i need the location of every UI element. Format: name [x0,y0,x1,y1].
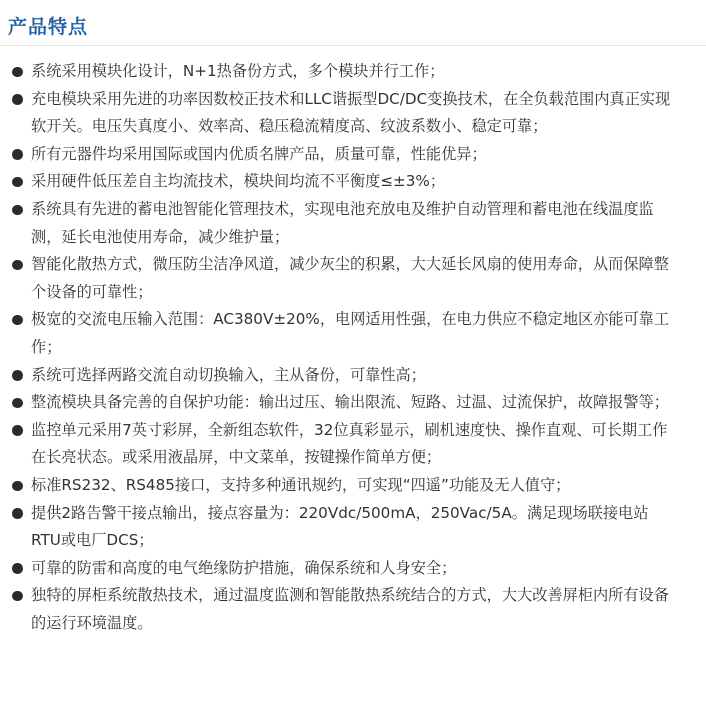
bullet-icon [12,398,23,409]
bullet-icon [12,508,23,519]
feature-text: 采用硬件低压差自主均流技术，模块间均流不平衡度≤±3%； [31,172,446,191]
bullet-icon [12,149,23,160]
feature-item [0,500,706,555]
feature-text: 可靠的防雷和高度的电气绝缘防护措施，确保系统和人身安全； [31,558,457,577]
feature-item [0,389,706,417]
feature-text: 充电模块采用先进的功率因数校正技术和LLC谐振型DC/DC变换技术，在全负载范围内真正实现软开关。电压失真度小、效率高、稳压稳流精度高、纹波系数小、稳定可靠； [31,89,671,136]
bullet-icon [12,481,23,492]
feature-text: 独特的屏柜系统散热技术，通过温度监测和智能散热系统结合的方式，大大改善屏柜内所有设备的运行环境温度。 [31,586,669,632]
feature-item [0,472,706,500]
feature-text: 系统具有先进的蓄电池智能化管理技术，实现电池充放电及维护自动管理和蓄电池在线温度监测，延长电池使用寿命，减少维护量； [31,199,654,246]
feature-item [0,555,706,583]
bullet-icon [12,205,23,216]
feature-item [0,58,706,86]
feature-text: 标准RS232、RS485接口，支持多种通讯规约，可实现“四遥”功能及无人值守； [31,475,571,494]
bullet-icon [12,591,23,602]
title-divider [0,45,706,46]
bullet-icon [12,177,23,188]
feature-item [0,141,706,169]
feature-text: 极宽的交流电压输入范围：AC380V±20%，电网适用性强，在电力供应不稳定地区亦能可靠工作； [31,310,670,356]
bullet-icon [12,260,23,271]
feature-text: 智能化散热方式，微压防尘洁净风道，减少灰尘的积累，大大延长风扇的使用寿命，从而保障整个设备的可靠性； [31,255,669,301]
section-title: 产品特点 [8,16,89,38]
bullet-icon [12,315,23,326]
feature-text: 整流模块具备完善的自保护功能：输出过压、输出限流、短路、过温、过流保护，故障报警等； [31,393,669,412]
bullet-icon [12,370,23,381]
feature-item [0,196,706,251]
bullet-icon [12,67,23,78]
feature-text: 提供2路告警干接点输出，接点容量为：220Vdc/500mA，250Vac/5A。满足现场联接电站RTU或电厂DCS； [31,503,649,550]
feature-text: 系统可选择两路交流自动切换输入，主从备份，可靠性高； [31,365,426,384]
feature-text: 系统采用模块化设计，N+1热备份方式，多个模块并行工作； [31,62,445,80]
feature-item [0,251,706,306]
bullet-icon [12,563,23,574]
feature-text: 所有元器件均采用国际或国内优质名牌产品，质量可靠，性能优异； [31,144,487,163]
bullet-icon [12,94,23,105]
feature-item [0,168,706,196]
feature-item [0,362,706,390]
feature-text: 监控单元采用7英寸彩屏，全新组态软件，32位真彩显示，刷机速度快、操作直观、可长期工作在长亮状态。或采用液晶屏，中文菜单，按键操作简单方便； [31,420,668,467]
feature-item [0,86,706,141]
feature-list [0,58,706,637]
feature-item [0,417,706,472]
bullet-icon [12,425,23,436]
feature-item [0,582,706,637]
feature-item [0,306,706,361]
